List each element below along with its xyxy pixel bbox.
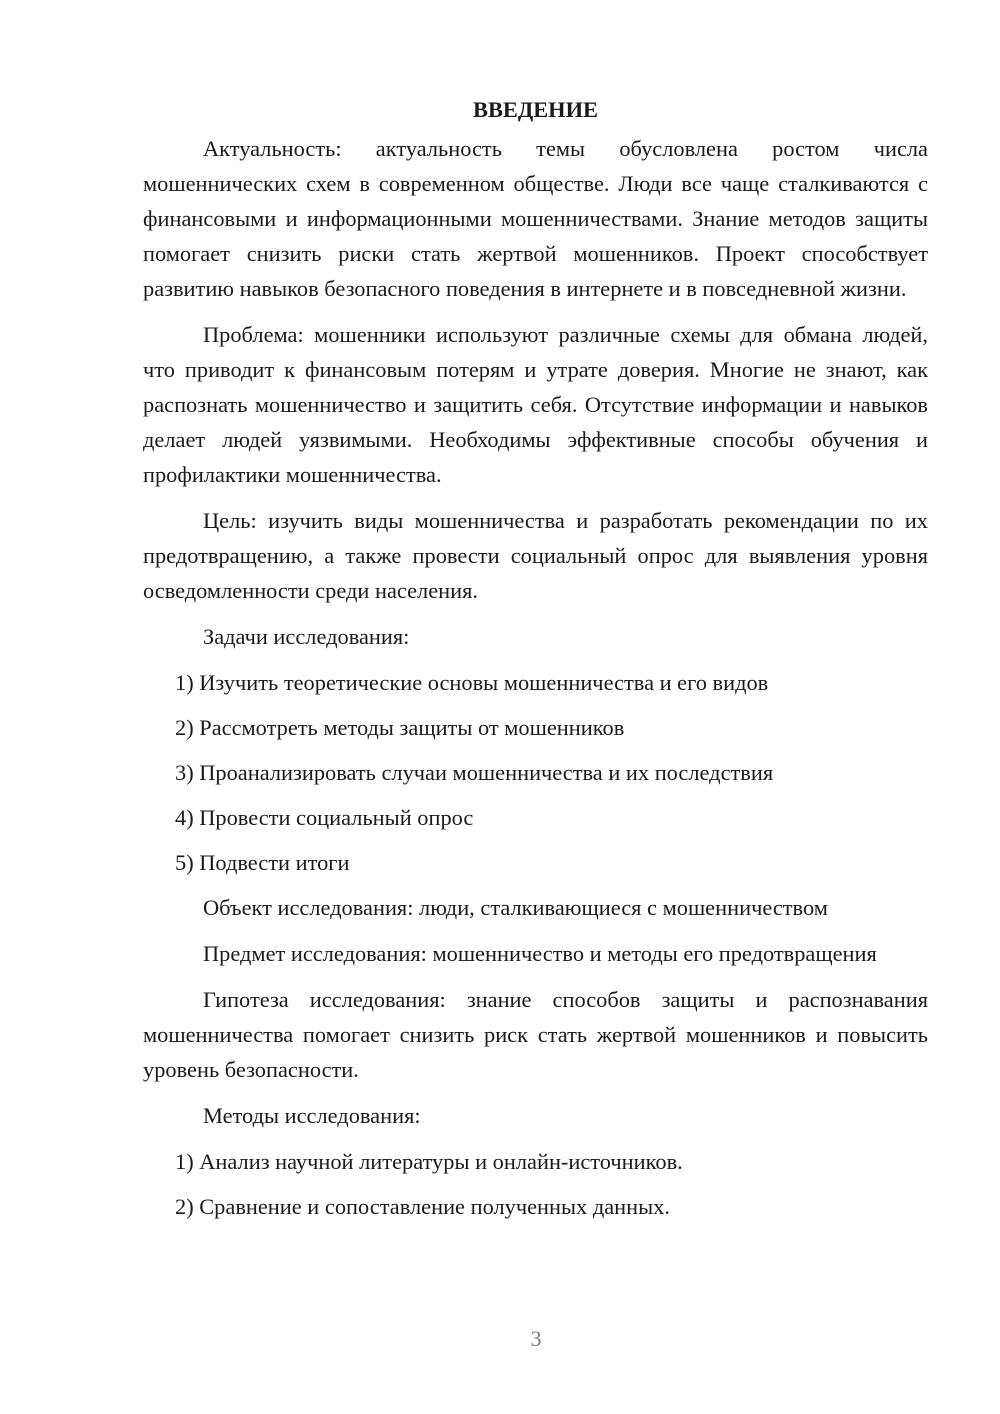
- method-item: 1) Анализ научной литературы и онлайн-источников.: [175, 1149, 683, 1174]
- task-item: 4) Провести социальный опрос: [175, 805, 474, 830]
- goal-paragraph: Цель: изучить виды мошенничества и разработать рекомендации по их предотвращению, а также провести социальный опрос для выявления уровня осведомленности среди населения.: [143, 508, 928, 603]
- page-number: 3: [530, 1326, 542, 1351]
- method-item: 2) Сравнение и сопоставление полученных данных.: [175, 1194, 670, 1219]
- methods-title: Методы исследования:: [203, 1103, 421, 1128]
- task-item: 5) Подвести итоги: [175, 850, 350, 875]
- page-content: [143, 92, 928, 1234]
- section-heading: ВВЕДЕНИЕ: [473, 97, 598, 122]
- object-paragraph: Объект исследования: люди, сталкивающиеся с мошенничеством: [203, 895, 828, 920]
- relevance-paragraph: Актуальность: актуальность темы обусловлена ростом числа мошеннических схем в современном обществе. Люди все чаще сталкиваются с финансовыми и информационными мошенничествами. Знание методов защиты помогает снизить риски стать жертвой мошенников. Проект способствует развитию навыков безопасного поведения в интернете и в повседневной жизни.: [143, 136, 928, 301]
- subject-paragraph: Предмет исследования: мошенничество и методы его предотвращения: [203, 941, 877, 966]
- task-item: 3) Проанализировать случаи мошенничества и их последствия: [175, 760, 774, 785]
- hypothesis-paragraph: Гипотеза исследования: знание способов защиты и распознавания мошенничества помогает снизить риск стать жертвой мошенников и повысить уровень безопасности.: [143, 987, 928, 1082]
- task-item: 2) Рассмотреть методы защиты от мошенников: [175, 715, 625, 740]
- tasks-title: Задачи исследования:: [203, 624, 410, 649]
- problem-paragraph: Проблема: мошенники используют различные схемы для обмана людей, что приводит к финансовым потерям и утрате доверия. Многие не знают, как распознать мошенничество и защитить себя. Отсутствие информации и навыков делает людей уязвимыми. Необходимы эффективные способы обучения и профилактики мошенничества.: [143, 322, 928, 487]
- task-item: 1) Изучить теоретические основы мошенничества и его видов: [175, 670, 769, 695]
